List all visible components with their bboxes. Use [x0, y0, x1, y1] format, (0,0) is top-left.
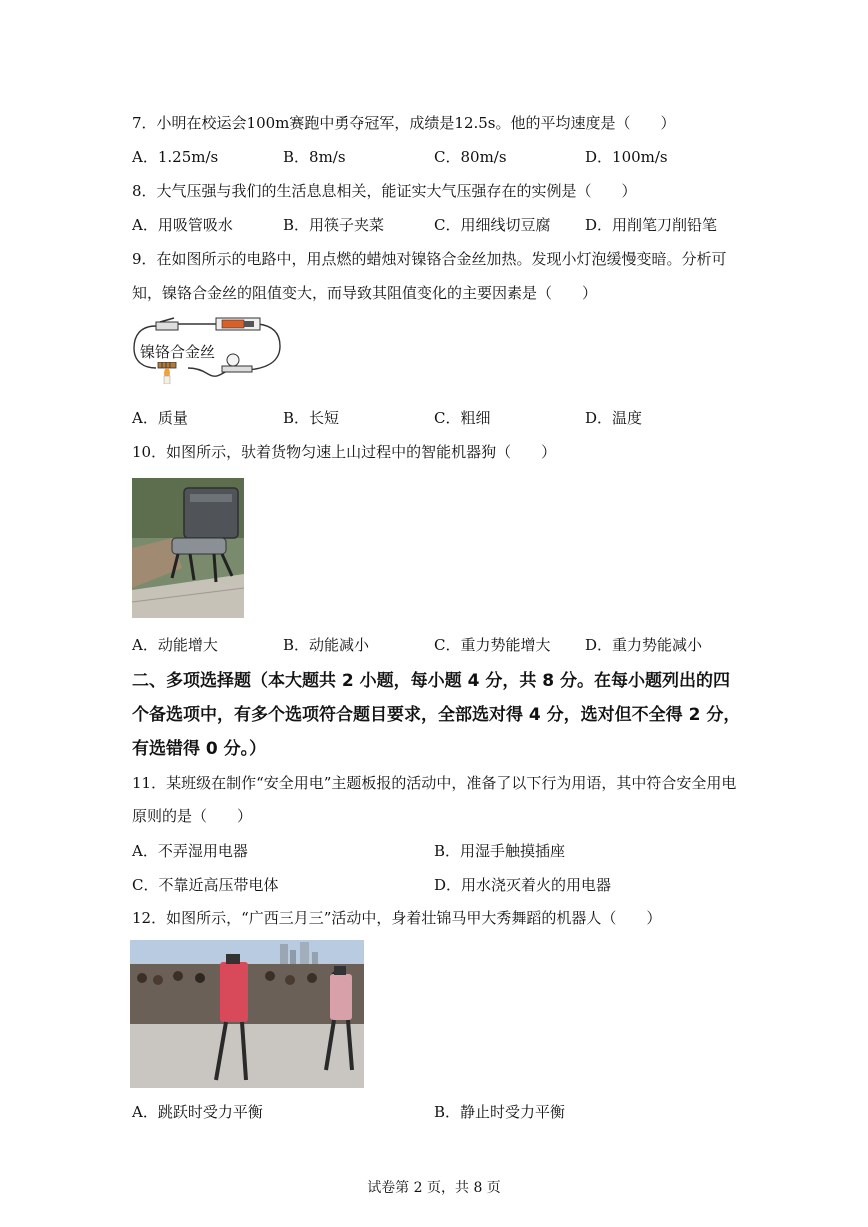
q7-option-c: C．80m/s: [434, 148, 507, 166]
section-heading-line3: 有选错得 0 分。）: [132, 739, 267, 759]
q7-stem: 7．小明在校运会100m赛跑中勇夺冠军，成绩是12.5s。他的平均速度是（ ）: [132, 114, 676, 132]
page-footer: 试卷第 2 页，共 8 页: [367, 1180, 501, 1196]
q11-stem-line1: 11．某班级在制作“安全用电”主题板报的活动中，准备了以下行为用语，其中符合安全用电: [132, 774, 737, 792]
q9-option-a: A．质量: [132, 409, 188, 427]
q9-stem-line1: 9．在如图所示的电路中，用点燃的蜡烛对镍铬合金丝加热。发现小灯泡缓慢变暗。分析可: [132, 250, 727, 268]
q7-option-a: A．1.25m/s: [132, 148, 219, 166]
q10-option-b: B．动能减小: [283, 636, 370, 654]
q9-stem-line2: 知，镍铬合金丝的阻值变大，而导致其阻值变化的主要因素是（ ）: [132, 284, 598, 302]
q8-option-b: B．用筷子夹菜: [283, 216, 385, 234]
q12-option-b: B．静止时受力平衡: [434, 1103, 566, 1121]
robot-dog-photo: [132, 478, 244, 618]
q8-option-d: D．用削笔刀削铅笔: [585, 216, 718, 234]
section-heading-line1: 二、多项选择题（本大题共 2 小题，每小题 4 分，共 8 分。在每小题列出的四: [132, 671, 730, 691]
q10-option-c: C．重力势能增大: [434, 636, 551, 654]
q10-option-d: D．重力势能减小: [585, 636, 703, 654]
q8-stem: 8．大气压强与我们的生活息息相关，能证实大气压强存在的实例是（ ）: [132, 182, 637, 200]
q9-option-d: D．温度: [585, 409, 643, 427]
q11-stem-line2: 原则的是（ ）: [132, 807, 253, 825]
q10-stem: 10．如图所示，驮着货物匀速上山过程中的智能机器狗（ ）: [132, 443, 557, 461]
q12-stem: 12．如图所示，“广西三月三”活动中，身着壮锦马甲大秀舞蹈的机器人（ ）: [132, 909, 662, 927]
circuit-figure: [130, 312, 282, 384]
figure-label: 镍铬合金丝: [140, 343, 216, 361]
dancing-robots-photo: [130, 940, 364, 1088]
q11-option-a: A．不弄湿用电器: [132, 842, 248, 860]
q8-option-c: C．用细线切豆腐: [434, 216, 551, 234]
section-heading-line2: 个备选项中，有多个选项符合题目要求，全部选对得 4 分，选对但不全得 2 分，: [132, 705, 741, 725]
q7-option-d: D．100m/s: [585, 148, 668, 166]
q7-option-b: B．8m/s: [283, 148, 346, 166]
q10-option-a: A．动能增大: [132, 636, 218, 654]
q12-option-a: A．跳跃时受力平衡: [132, 1103, 263, 1121]
q11-option-d: D．用水浇灭着火的用电器: [434, 876, 612, 894]
q11-option-c: C．不靠近高压带电体: [132, 876, 279, 894]
q11-option-b: B．用湿手触摸插座: [434, 842, 566, 860]
q8-option-a: A．用吸管吸水: [132, 216, 233, 234]
q9-option-b: B．长短: [283, 409, 340, 427]
q9-option-c: C．粗细: [434, 409, 491, 427]
